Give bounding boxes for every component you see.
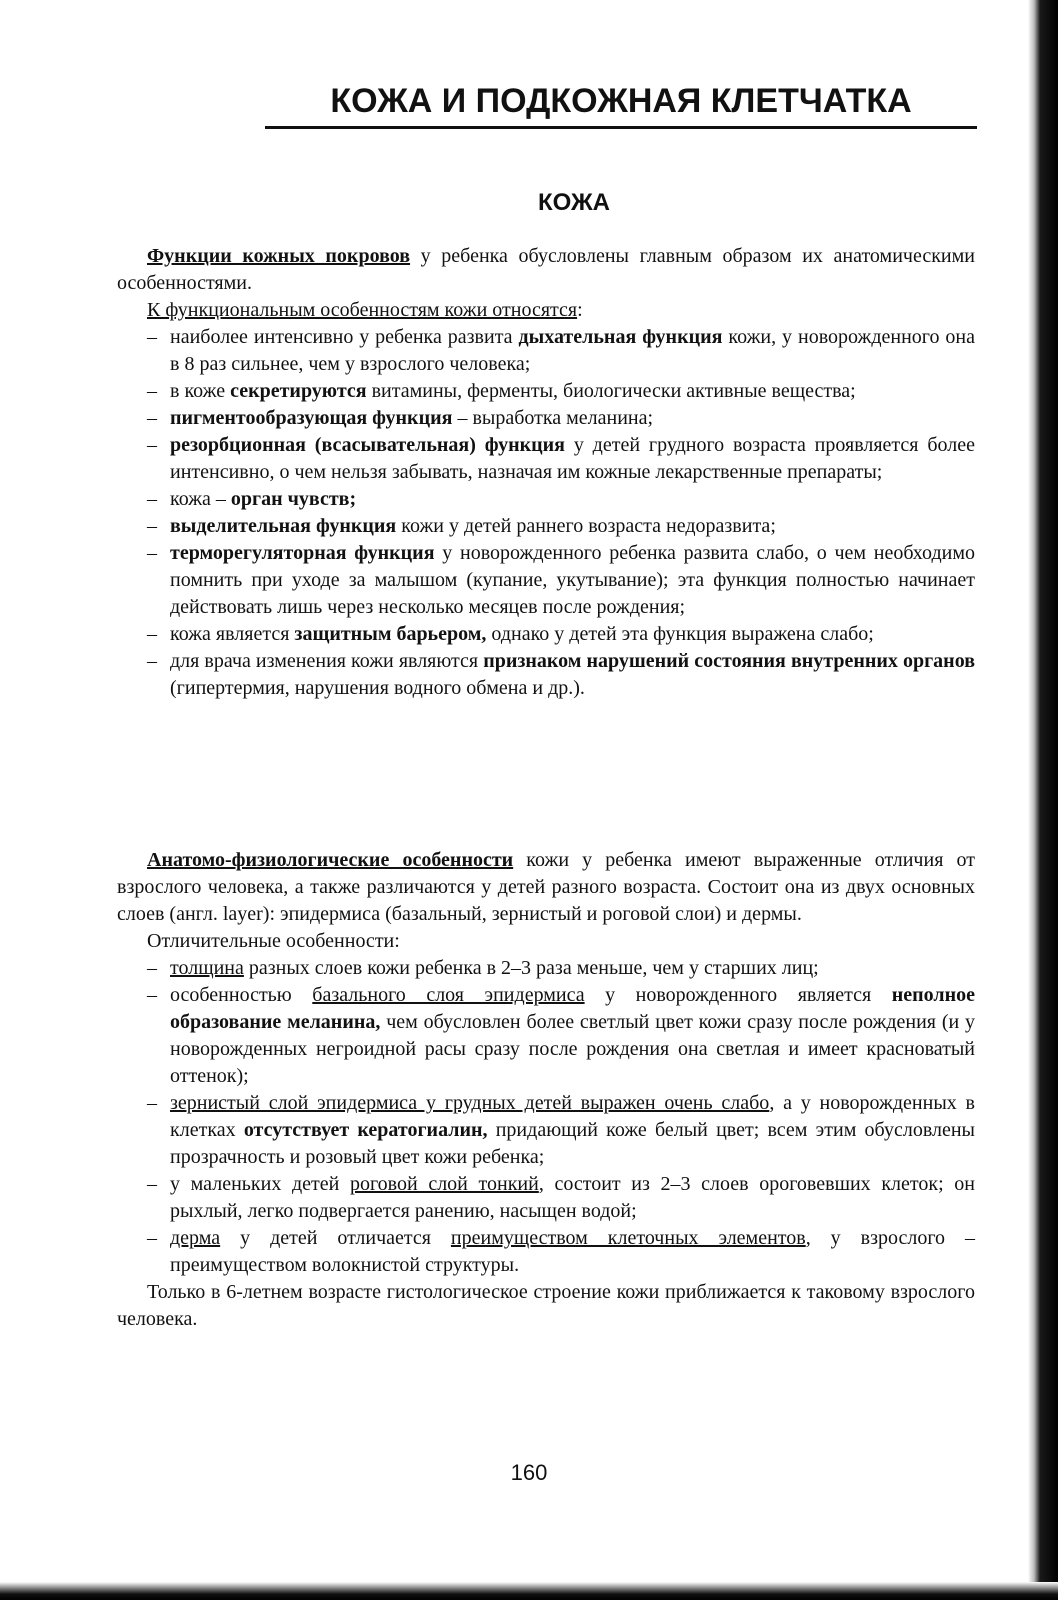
intro-text: у ребенка обусловлены главным образом их анатомическими особенностями. — [117, 245, 975, 294]
intro-paragraph — [117, 243, 975, 297]
anatomy-text: кожи у ребенка имеют выраженные отличия от взрослого человека, а также различаются у детей разного возраста. Состоит она из двух основных слоев (англ. layer): эпидермиса (базальный, зернистый и роговой слои) и дермы. — [117, 849, 975, 925]
list-item: – толщина разных слоев кожи ребенка в 2–3 раза меньше, чем у старших лиц; — [117, 955, 975, 982]
anatomy-term: Анатомо-физиологические особенности — [147, 849, 514, 871]
scan-edge-bottom — [0, 1582, 1058, 1600]
features-heading: К функциональным особенностям кожи относятся: — [147, 299, 583, 321]
distinctive-heading: Отличительные особенности: — [147, 930, 400, 952]
list-item: – для врача изменения кожи являются признаком нарушений состояния внутренних органов (гипертермия, нарушения водного обмена и др.). — [117, 648, 975, 702]
intro-term: Функции кожных покровов — [147, 245, 411, 267]
list-item: – зернистый слой эпидермиса у грудных детей выражен очень слабо, а у новорожденных в клетках отсутствует кератогиалин, придающий коже белый цвет; всем этим обусловлены прозрачность и розовый цвет кожи ребенка; — [117, 1090, 975, 1171]
list-item: – наиболее интенсивно у ребенка развита дыхательная функция кожи, у новорожденного она в 8 раз сильнее, чем у взрослого человека; — [117, 324, 975, 378]
section-title: КОЖА — [537, 189, 611, 216]
list-item: – дерма у детей отличается преимуществом клеточных элементов, у взрослого – преимуществом волокнистой структуры. — [117, 1225, 975, 1279]
chapter-title: КОЖА И ПОДКОЖНАЯ КЛЕТЧАТКА — [265, 78, 977, 129]
list-item: – пигментообразующая функция – выработка меланина; — [117, 405, 975, 432]
list-item: – резорбционная (всасывательная) функция у детей грудного возраста проявляется более интенсивно, о чем нельзя забывать, назначая им кожные лекарственные препараты; — [117, 432, 975, 486]
page-number: 160 — [510, 1460, 548, 1485]
list-item: – у маленьких детей роговой слой тонкий, состоит из 2–3 слоев ороговевших клеток; он рыхлый, легко подвергается ранению, насыщен водой; — [117, 1171, 975, 1225]
list-item: – кожа является защитным барьером, однако у детей эта функция выражена слабо; — [117, 621, 975, 648]
anatomy-block — [117, 847, 975, 1333]
functions-block — [117, 243, 975, 702]
conclusion-paragraph: Только в 6-летнем возрасте гистологическое строение кожи приближается к таковому взрослого человека. — [117, 1281, 975, 1330]
list-item: – терморегуляторная функция у новорожденного ребенка развита слабо, о чем необходимо помнить при уходе за малышом (купание, укутывание); эта функция полностью начинает действовать лишь через несколько месяцев после рождения; — [117, 540, 975, 621]
list-item: – в коже секретируются витамины, ферменты, биологически активные вещества; — [117, 378, 975, 405]
scan-edge-right — [1028, 0, 1058, 1600]
list-item: – выделительная функция кожи у детей раннего возраста недоразвита; — [117, 513, 975, 540]
anatomy-paragraph — [117, 847, 975, 928]
functional-features-list — [117, 324, 975, 702]
distinctive-features-list — [117, 955, 975, 1279]
list-item: – кожа – орган чувств; — [117, 486, 975, 513]
list-item: – особенностью базального слоя эпидермиса у новорожденного является неполное образование меланина, чем обусловлен более светлый цвет кожи сразу после рождения (и у новорожденных негроидной расы сразу после рождения она светлая и имеет красноватый оттенок); — [117, 982, 975, 1090]
